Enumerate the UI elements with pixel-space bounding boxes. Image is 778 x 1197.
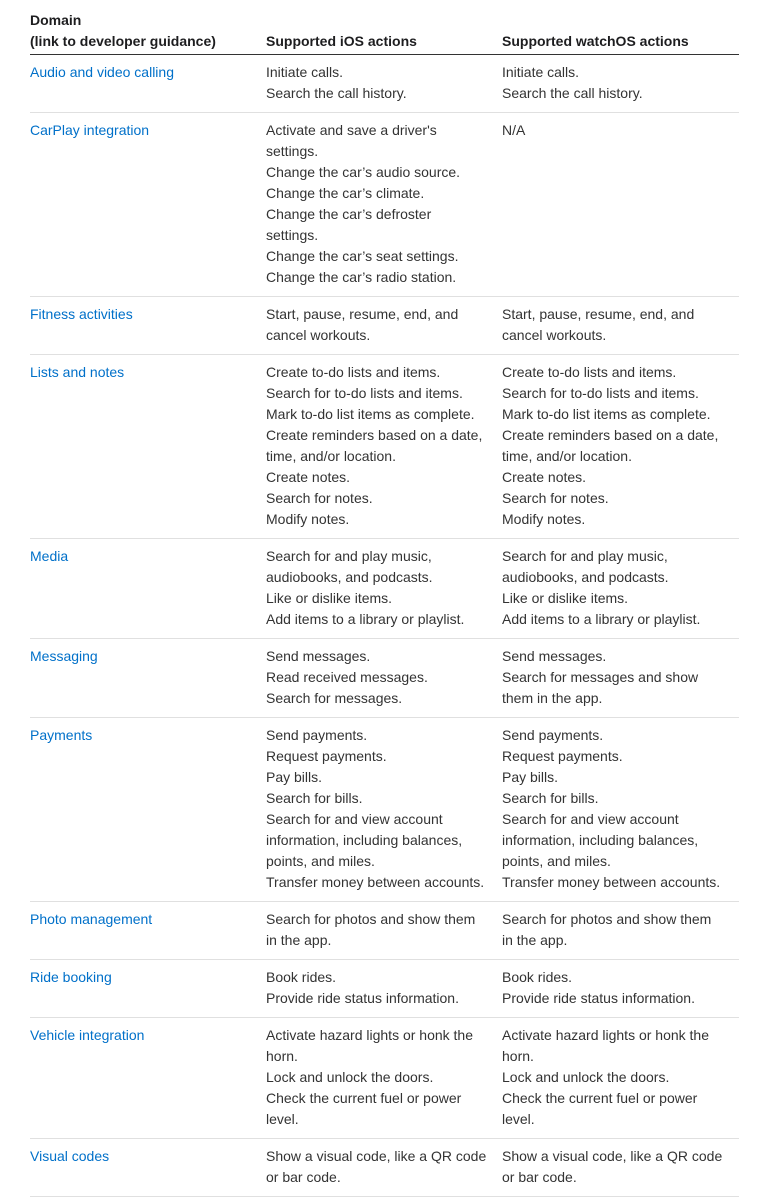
domain-link[interactable]: Vehicle integration: [30, 1027, 145, 1043]
domain-link[interactable]: Messaging: [30, 648, 98, 664]
ios-action-line: Change the car’s climate.: [266, 185, 425, 201]
table-row: [30, 960, 739, 1018]
ios-action-line: time, and/or location.: [266, 448, 396, 464]
table-row: [30, 539, 739, 639]
ios-action-line: Provide ride status information.: [266, 990, 459, 1006]
domain-cell: [30, 718, 266, 902]
watchos-action-line: Show a visual code, like a QR code: [502, 1148, 723, 1164]
ios-action-line: Search for notes.: [266, 490, 373, 506]
watchos-actions-cell: [502, 55, 739, 113]
ios-actions-cell: [266, 639, 502, 718]
watchos-action-line: Initiate calls.: [502, 64, 580, 80]
watchos-action-line: Create to-do lists and items.: [502, 364, 677, 380]
ios-actions-cell: [266, 355, 502, 539]
watchos-actions-cell: [502, 539, 739, 639]
ios-actions-cell: [266, 718, 502, 902]
watchos-action-line: Provide ride status information.: [502, 990, 695, 1006]
ios-action-line: or bar code.: [266, 1169, 341, 1185]
domain-link[interactable]: CarPlay integration: [30, 122, 150, 138]
watchos-action-line: Book rides.: [502, 969, 573, 985]
domain-cell: [30, 1139, 266, 1197]
ios-action-line: Check the current fuel or power: [266, 1090, 462, 1106]
ios-action-line: Change the car’s defroster: [266, 206, 432, 222]
ios-action-line: Send messages.: [266, 648, 371, 664]
header-watchos-actions: Supported watchOS actions: [502, 10, 739, 55]
watchos-action-line: N/A: [502, 122, 526, 138]
watchos-action-line: them in the app.: [502, 690, 603, 706]
domain-link[interactable]: Payments: [30, 727, 93, 743]
table-row: [30, 297, 739, 355]
watchos-actions-cell: [502, 902, 739, 960]
domain-cell: [30, 539, 266, 639]
ios-actions-cell: [266, 902, 502, 960]
domain-link[interactable]: Audio and video calling: [30, 64, 174, 80]
domain-cell: [30, 355, 266, 539]
ios-actions-cell: [266, 539, 502, 639]
watchos-action-line: Like or dislike items.: [502, 590, 629, 606]
watchos-actions-cell: [502, 639, 739, 718]
table-header-row: [30, 10, 739, 55]
table-row: [30, 718, 739, 902]
ios-action-line: Search for to-do lists and items.: [266, 385, 463, 401]
ios-action-line: Activate hazard lights or honk the: [266, 1027, 474, 1043]
watchos-action-line: Search for and play music,: [502, 548, 668, 564]
watchos-action-line: Send messages.: [502, 648, 607, 664]
ios-action-line: Change the car’s radio station.: [266, 269, 457, 285]
ios-action-line: Search for messages.: [266, 690, 403, 706]
ios-action-line: Create notes.: [266, 469, 351, 485]
ios-action-line: Send payments.: [266, 727, 368, 743]
ios-action-line: information, including balances,: [266, 832, 463, 848]
table-row: [30, 1018, 739, 1139]
table-row: [30, 113, 739, 297]
ios-action-line: points, and miles.: [266, 853, 375, 869]
table-row: [30, 355, 739, 539]
domain-cell: [30, 902, 266, 960]
ios-action-line: Like or dislike items.: [266, 590, 393, 606]
watchos-action-line: Start, pause, resume, end, and: [502, 306, 695, 322]
table-row: [30, 1139, 739, 1197]
ios-action-line: Add items to a library or playlist.: [266, 611, 465, 627]
domain-cell: [30, 297, 266, 355]
ios-action-line: settings.: [266, 227, 319, 243]
domain-link[interactable]: Media: [30, 548, 69, 564]
ios-action-line: audiobooks, and podcasts.: [266, 569, 433, 585]
watchos-action-line: Activate hazard lights or honk the: [502, 1027, 710, 1043]
domain-link[interactable]: Ride booking: [30, 969, 112, 985]
watchos-action-line: or bar code.: [502, 1169, 577, 1185]
header-domain-title: Domain: [30, 12, 82, 28]
ios-action-line: Create reminders based on a date,: [266, 427, 483, 443]
domain-link[interactable]: Lists and notes: [30, 364, 125, 380]
domain-cell: [30, 960, 266, 1018]
watchos-action-line: Mark to-do list items as complete.: [502, 406, 711, 422]
watchos-action-line: audiobooks, and podcasts.: [502, 569, 669, 585]
ios-action-line: Modify notes.: [266, 511, 350, 527]
watchos-action-line: information, including balances,: [502, 832, 699, 848]
ios-actions-cell: [266, 1139, 502, 1197]
ios-action-line: Request payments.: [266, 748, 387, 764]
ios-actions-cell: [266, 1018, 502, 1139]
domain-cell: [30, 639, 266, 718]
watchos-action-line: Search for bills.: [502, 790, 599, 806]
domain-link[interactable]: Visual codes: [30, 1148, 110, 1164]
watchos-action-line: Search for photos and show them: [502, 911, 712, 927]
ios-action-line: Read received messages.: [266, 669, 428, 685]
watchos-actions-cell: [502, 355, 739, 539]
ios-action-line: Start, pause, resume, end, and: [266, 306, 459, 322]
domain-link[interactable]: Fitness activities: [30, 306, 133, 322]
watchos-action-line: Search for and view account: [502, 811, 679, 827]
domain-cell: [30, 1018, 266, 1139]
ios-action-line: Pay bills.: [266, 769, 323, 785]
ios-action-line: horn.: [266, 1048, 298, 1064]
ios-actions-cell: [266, 297, 502, 355]
watchos-action-line: cancel workouts.: [502, 327, 607, 343]
domain-cell: [30, 55, 266, 113]
ios-action-line: Lock and unlock the doors.: [266, 1069, 434, 1085]
watchos-actions-cell: [502, 1018, 739, 1139]
sirikit-domains-table: [30, 10, 739, 1197]
watchos-action-line: Add items to a library or playlist.: [502, 611, 701, 627]
ios-actions-cell: [266, 113, 502, 297]
watchos-action-line: horn.: [502, 1048, 534, 1064]
ios-action-line: Initiate calls.: [266, 64, 344, 80]
watchos-action-line: level.: [502, 1111, 535, 1127]
header-domain: [30, 10, 266, 55]
ios-actions-cell: [266, 55, 502, 113]
table-row: [30, 639, 739, 718]
watchos-action-line: Search the call history.: [502, 85, 643, 101]
ios-action-line: settings.: [266, 143, 319, 159]
watchos-actions-cell: [502, 960, 739, 1018]
ios-action-line: Change the car’s audio source.: [266, 164, 461, 180]
watchos-action-line: Search for notes.: [502, 490, 609, 506]
ios-action-line: in the app.: [266, 932, 332, 948]
watchos-action-line: Modify notes.: [502, 511, 586, 527]
watchos-action-line: Transfer money between accounts.: [502, 874, 721, 890]
watchos-action-line: Lock and unlock the doors.: [502, 1069, 670, 1085]
watchos-actions-cell: [502, 718, 739, 902]
table-row: [30, 902, 739, 960]
watchos-action-line: Check the current fuel or power: [502, 1090, 698, 1106]
watchos-action-line: Create notes.: [502, 469, 587, 485]
ios-action-line: level.: [266, 1111, 299, 1127]
ios-actions-cell: [266, 960, 502, 1018]
watchos-actions-cell: [502, 113, 739, 297]
watchos-action-line: points, and miles.: [502, 853, 611, 869]
watchos-action-line: time, and/or location.: [502, 448, 632, 464]
ios-action-line: Search for bills.: [266, 790, 363, 806]
ios-action-line: Create to-do lists and items.: [266, 364, 441, 380]
ios-action-line: Mark to-do list items as complete.: [266, 406, 475, 422]
ios-action-line: Show a visual code, like a QR code: [266, 1148, 487, 1164]
ios-action-line: Search for photos and show them: [266, 911, 476, 927]
watchos-action-line: Search for to-do lists and items.: [502, 385, 699, 401]
ios-action-line: Transfer money between accounts.: [266, 874, 485, 890]
ios-action-line: Change the car’s seat settings.: [266, 248, 459, 264]
sirikit-domains-table-container: [30, 10, 739, 1197]
watchos-action-line: Send payments.: [502, 727, 604, 743]
ios-action-line: Book rides.: [266, 969, 337, 985]
watchos-action-line: Request payments.: [502, 748, 623, 764]
header-ios-actions: Supported iOS actions: [266, 10, 502, 55]
domain-link[interactable]: Photo management: [30, 911, 153, 927]
watchos-actions-cell: [502, 1139, 739, 1197]
domain-cell: [30, 113, 266, 297]
ios-action-line: cancel workouts.: [266, 327, 371, 343]
watchos-action-line: in the app.: [502, 932, 568, 948]
watchos-actions-cell: [502, 297, 739, 355]
ios-action-line: Search for and play music,: [266, 548, 432, 564]
header-domain-subtitle: (link to developer guidance): [30, 33, 216, 49]
ios-action-line: Search for and view account: [266, 811, 443, 827]
ios-action-line: Activate and save a driver's: [266, 122, 437, 138]
watchos-action-line: Pay bills.: [502, 769, 559, 785]
watchos-action-line: Search for messages and show: [502, 669, 699, 685]
watchos-action-line: Create reminders based on a date,: [502, 427, 719, 443]
table-row: [30, 55, 739, 113]
ios-action-line: Search the call history.: [266, 85, 407, 101]
